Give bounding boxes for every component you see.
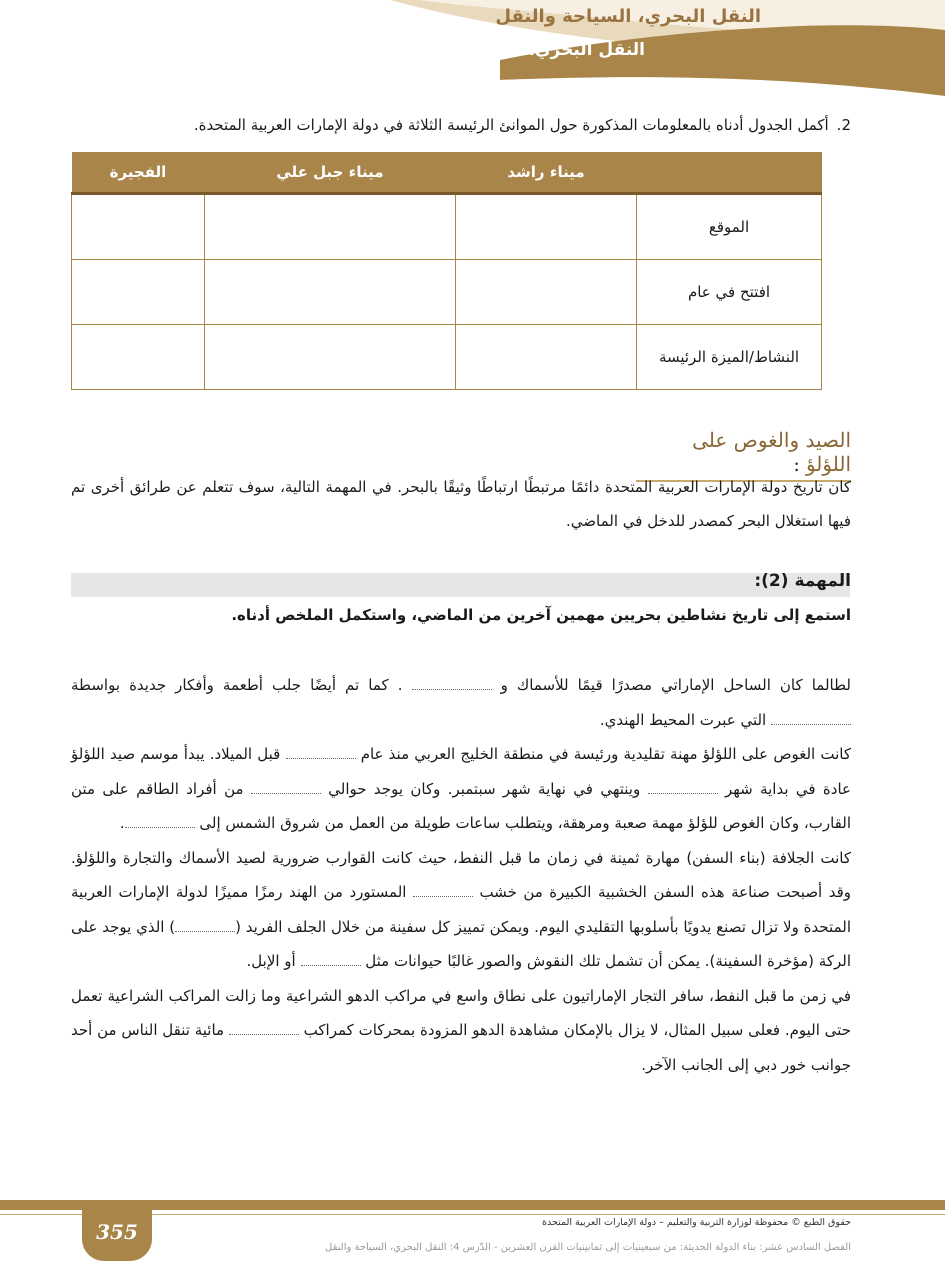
blank-input[interactable] [229, 1020, 299, 1035]
blank-input[interactable] [175, 917, 235, 932]
header-subtitle: النقل البحري، السياحة والنقل [394, 40, 645, 60]
col-header-jebel-ali: ميناء جبل علي [204, 152, 455, 194]
summary-text-part: من أفراد الطاقم على متن القارب، وكان الغوص للؤلؤ مهمة صعبة ومرهقة، ويتطلب ساعات طويلة من العمل من شروق الشمس إلى [71, 779, 851, 832]
summary-text-part: . [119, 814, 125, 832]
table-row [72, 194, 822, 260]
section-title-text: الصيد والغوص على اللؤلؤ [692, 428, 851, 476]
cell-rashid-activity[interactable] [455, 325, 636, 390]
section-intro: كان تاريخ دولة الإمارات العربية المتحدة دائمًا مرتبطًا ارتباطًا وثيقًا بالبحر. في المهمة التالية، سوف تتعلم عن طرائق أخرى تم فيها استغلال البحر كمصدر للدخل في الماضي. [71, 478, 851, 530]
summary-text-part: قبل الميلاد. يبدأ موسم صيد اللؤلؤ عادة في بداية شهر [71, 745, 851, 798]
col-header-fujairah: الفجيرة [72, 152, 205, 194]
blank-input[interactable] [125, 813, 195, 828]
row-label-activity: النشاط/الميزة الرئيسة [637, 325, 822, 390]
cell-jebel-ali-activity[interactable] [204, 325, 455, 390]
cell-rashid-location[interactable] [455, 194, 636, 260]
section-title-colon: : [793, 452, 800, 476]
summary-paragraph-4 [71, 979, 851, 1083]
cell-jebel-ali-location[interactable] [204, 194, 455, 260]
summary-text-part: مائية تنقل الناس من أحد جوانب خور دبي إلى الجانب الآخر. [71, 1021, 851, 1074]
question-text: أكمل الجدول أدناه بالمعلومات المذكورة حول الموانئ الرئيسة الثلاثة في دولة الإمارات العربية المتحدة. [193, 116, 829, 134]
table-row [72, 260, 822, 325]
blank-input[interactable] [771, 710, 851, 725]
cell-fujairah-opened[interactable] [72, 260, 205, 325]
blank-input[interactable] [413, 882, 473, 897]
summary-text-part: أو الإبل. [246, 952, 296, 970]
question-number: 2. [836, 116, 851, 134]
header-title: النقل البحري، السياحة والنقل [495, 6, 761, 27]
task-instruction: استمع إلى تاريخ نشاطين بحريين مهمين آخرين من الماضي، واستكمل الملخص أدناه. [231, 606, 851, 624]
blank-input[interactable] [286, 744, 356, 759]
ports-table [71, 152, 822, 390]
summary-text-part: لطالما كان الساحل الإماراتي مصدرًا قيمًا للأسماك و [500, 676, 851, 694]
table-row [72, 325, 822, 390]
blank-input[interactable] [301, 951, 361, 966]
summary-text-part: وينتهي في نهاية شهر سبتمبر. وكان يوجد حوالي [328, 779, 641, 798]
blank-input[interactable] [648, 779, 718, 794]
summary-text-part: في زمن ما قبل النفط، سافر التجار الإماراتيون على نطاق واسع في مراكب الدهو الشراعية وما زالت المراكب الشراعية تعمل حتى اليوم. فعلى سبيل المثال، لا يزال بالإمكان مشاهدة الدهو المزودة بمحركات كمراكب [71, 986, 851, 1039]
summary-paragraph-3 [71, 841, 851, 979]
task-title-band [71, 573, 850, 597]
ports-table-header [72, 152, 822, 194]
chapter-footer-text: الفصل السادس عشر: بناء الدولة الحديثة: من سبعينيات إلى ثمانينيات القرن العشرين - الدّرس 4: النقل البحري، السياحة والنقل [325, 1242, 851, 1253]
question-2 [91, 116, 851, 134]
copyright-text: حقوق الطبع © محفوظة لوزارة التربية والتعليم – دولة الإمارات العربية المتحدة [542, 1217, 851, 1228]
cell-fujairah-activity[interactable] [72, 325, 205, 390]
summary-text-part: ) الذي يوجد على الركة (مؤخرة السفينة). يمكن أن تشمل تلك النقوش والصور غالبًا حيوانات مثل [71, 917, 851, 970]
cell-rashid-opened[interactable] [455, 260, 636, 325]
summary-text [71, 668, 851, 1082]
summary-text-part: كانت الجلافة (بناء السفن) مهارة ثمينة في زمان ما قبل النفط، حيث كانت القوارب ضرورية لصيد الأسماك والتجارة واللؤلؤ. وقد أصبحت صناعة هذه السفن الخشبية الكبيرة من خشب [71, 848, 851, 901]
summary-text-part: المستورد من الهند رمزًا مميزًا لدولة الإمارات العربية المتحدة ولا تزال تصنع يدويًا بأسلوبها التقليدي اليوم. ويمكن تمييز كل سفينة من خلال الجلف الفريد ( [71, 883, 851, 936]
col-header-rashid: ميناء راشد [455, 152, 636, 194]
row-label-opened: افتتح في عام [637, 260, 822, 325]
col-header-empty [637, 152, 822, 194]
page-number: 355 [96, 1220, 138, 1244]
blank-input[interactable] [412, 675, 492, 690]
row-label-location: الموقع [637, 194, 822, 260]
cell-fujairah-location[interactable] [72, 194, 205, 260]
cell-jebel-ali-opened[interactable] [204, 260, 455, 325]
summary-text-part: كانت الغوص على اللؤلؤ مهنة تقليدية ورئيسة في منطقة الخليج العربي منذ عام [360, 745, 851, 763]
blank-input[interactable] [251, 779, 321, 794]
summary-paragraph-2 [71, 737, 851, 841]
summary-text-part: . كما تم أيضًا جلب أطعمة وأفكار جديدة بواسطة [71, 676, 403, 694]
summary-paragraph-1 [71, 668, 851, 737]
task-title: المهمة (2): [754, 571, 851, 591]
summary-text-part: التي عبرت المحيط الهندي. [599, 710, 767, 729]
